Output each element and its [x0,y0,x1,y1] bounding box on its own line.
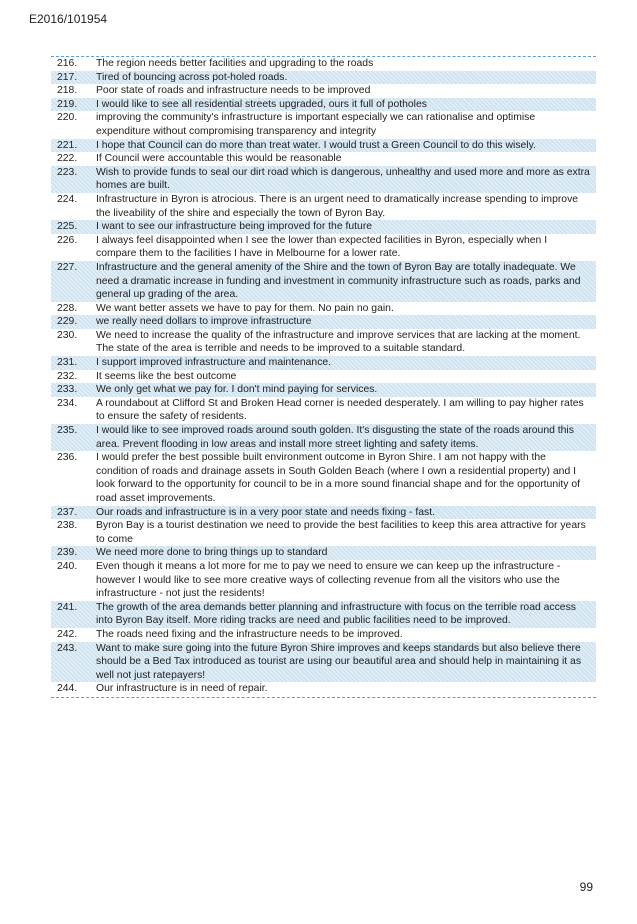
row-number: 231. [57,357,78,369]
row-comment: we really need dollars to improve infrastructure [96,316,312,328]
row-number: 227. [57,261,78,273]
table-row [51,519,596,546]
row-number: 241. [57,601,78,613]
row-number: 216. [57,58,78,69]
row-comment: Our roads and infrastructure is in a very poor state and needs fixing - fast. [96,506,436,518]
table-row [51,220,596,234]
table-row [51,642,596,683]
row-number: 218. [57,85,78,97]
row-number: 238. [57,520,78,532]
row-comment: Our infrastructure is in need of repair. [96,683,268,695]
row-comment: We need to increase the quality of the infrastructure and improve services that are lacking at the moment. The state of the area is terrible and needs to be improved to a suitable standard. [96,329,581,355]
page-number: 99 [579,880,593,894]
row-number: 223. [57,166,78,178]
table-row [51,424,596,451]
row-comment: I want to see our infrastructure being improved for the future [96,221,373,233]
row-comment: We only get what we pay for. I don't mind paying for services. [96,384,378,396]
table-row [51,111,596,138]
row-number: 222. [57,153,78,165]
table-row [51,57,596,71]
row-number: 236. [57,452,78,464]
row-number: 233. [57,384,78,396]
row-comment: improving the community's infrastructure is important especially we can rationalise and optimise expenditure without compromising transparency and integrity [96,112,536,137]
table-row [51,302,596,316]
row-comment: I would prefer the best possible built environment outcome in Byron Shire. I am not happy with the condition of roads and drainage assets in South Golden Beach (where I own a residential property) and I look forward to the opportunity for council to be in a more sound financial shape and for the opportunity of road asset improvements. [96,452,581,504]
table-row [51,261,596,302]
table-row [51,356,596,370]
table-row [51,71,596,85]
row-comment: It seems like the best outcome [96,370,237,382]
row-comment: Want to make sure going into the future Byron Shire improves and keeps standards but also believe there should be a Bed Tax introduced as tourist are using our beautiful area and should help in maintaining it as well not just ratepayers! [96,642,582,681]
table-row [51,383,596,397]
row-comment: I hope that Council can do more than treat water. I would trust a Green Council to do this wisely. [96,139,536,151]
table-row [51,152,596,166]
table-row [51,546,596,560]
row-number: 239. [57,547,78,559]
row-comment: I always feel disappointed when I see the lower than expected facilities in Byron, especially when I compare them to the facilities I have in Melbourne for a lower rate. [96,234,548,260]
table-row [51,451,596,505]
row-comment: Infrastructure in Byron is atrocious. There is an urgent need to dramatically increase spending to improve the liveability of the shire and especially the town of Byron Bay. [96,193,579,219]
table-row [51,329,596,356]
row-comment: Even though it means a lot more for me to pay we need to ensure we can keep up the infrastructure - however I would like to see more creative ways of collecting revenue from all the visitors who use the infrastructure - not just the residents! [96,560,561,600]
row-comment: I would like to see all residential streets upgraded, ours it full of potholes [96,98,427,110]
table-row [51,234,596,261]
row-number: 219. [57,98,78,110]
row-comment: I would like to see improved roads around south golden. It's disgusting the state of the roads around this area. Prevent flooding in low areas and install more street lighting and safety items. [96,425,574,450]
row-number: 229. [57,316,78,328]
row-number: 230. [57,329,78,341]
row-number: 228. [57,302,78,314]
row-number: 242. [57,628,78,640]
document-reference: E2016/101954 [29,12,108,26]
table-row [51,370,596,384]
row-number: 244. [57,683,78,695]
row-number: 220. [57,112,78,124]
table-row [51,193,596,220]
row-comment: Wish to provide funds to seal our dirt road which is dangerous, unhealthy and used more and more as extra homes are built. [96,166,590,192]
comments-table [51,56,596,698]
row-number: 217. [57,71,78,83]
row-comment: Tired of bouncing across pot-holed roads. [96,71,288,83]
table-row [51,506,596,520]
table-row [51,98,596,112]
row-comment: Poor state of roads and infrastructure needs to be improved [96,85,371,97]
row-comment: Infrastructure and the general amenity of the Shire and the town of Byron Bay are totally inadequate. We need a dramatic increase in funding and investment in community infrastructure such as roads, parks and general up grading of the area. [96,261,581,301]
row-number: 243. [57,642,78,654]
table-row [51,139,596,153]
row-comment: If Council were accountable this would be reasonable [96,153,342,165]
row-number: 221. [57,139,78,151]
table-row [51,682,596,696]
row-comment: The roads need fixing and the infrastructure needs to be improved. [96,628,403,640]
row-comment: A roundabout at Clifford St and Broken Head corner is needed desperately. I am willing to pay higher rates to ensure the safety of residents. [96,397,584,423]
row-number: 235. [57,425,78,437]
row-comment: Byron Bay is a tourist destination we need to provide the best facilities to keep this area attractive for years to come [96,520,586,545]
row-number: 237. [57,506,78,518]
row-number: 232. [57,370,78,382]
row-number: 234. [57,397,78,409]
table-row [51,397,596,424]
table-bottom-rule [51,697,596,698]
row-comment: We need more done to bring things up to standard [96,547,328,559]
table-row [51,166,596,193]
row-comment: The region needs better facilities and upgrading to the roads [96,58,374,69]
row-number: 240. [57,560,78,572]
row-number: 226. [57,234,78,246]
row-comment: The growth of the area demands better planning and infrastructure with focus on the terrible road access into Byron Bay itself. More riding tracks are need and public facilities need to be improved. [96,601,576,627]
table-row [51,84,596,98]
table-row [51,315,596,329]
table-row [51,628,596,642]
table-row [51,601,596,628]
table-row [51,560,596,601]
row-number: 225. [57,221,78,233]
row-comment: We want better assets we have to pay for them. No pain no gain. [96,302,394,314]
row-number: 224. [57,193,78,205]
row-comment: I support improved infrastructure and maintenance. [96,357,332,369]
